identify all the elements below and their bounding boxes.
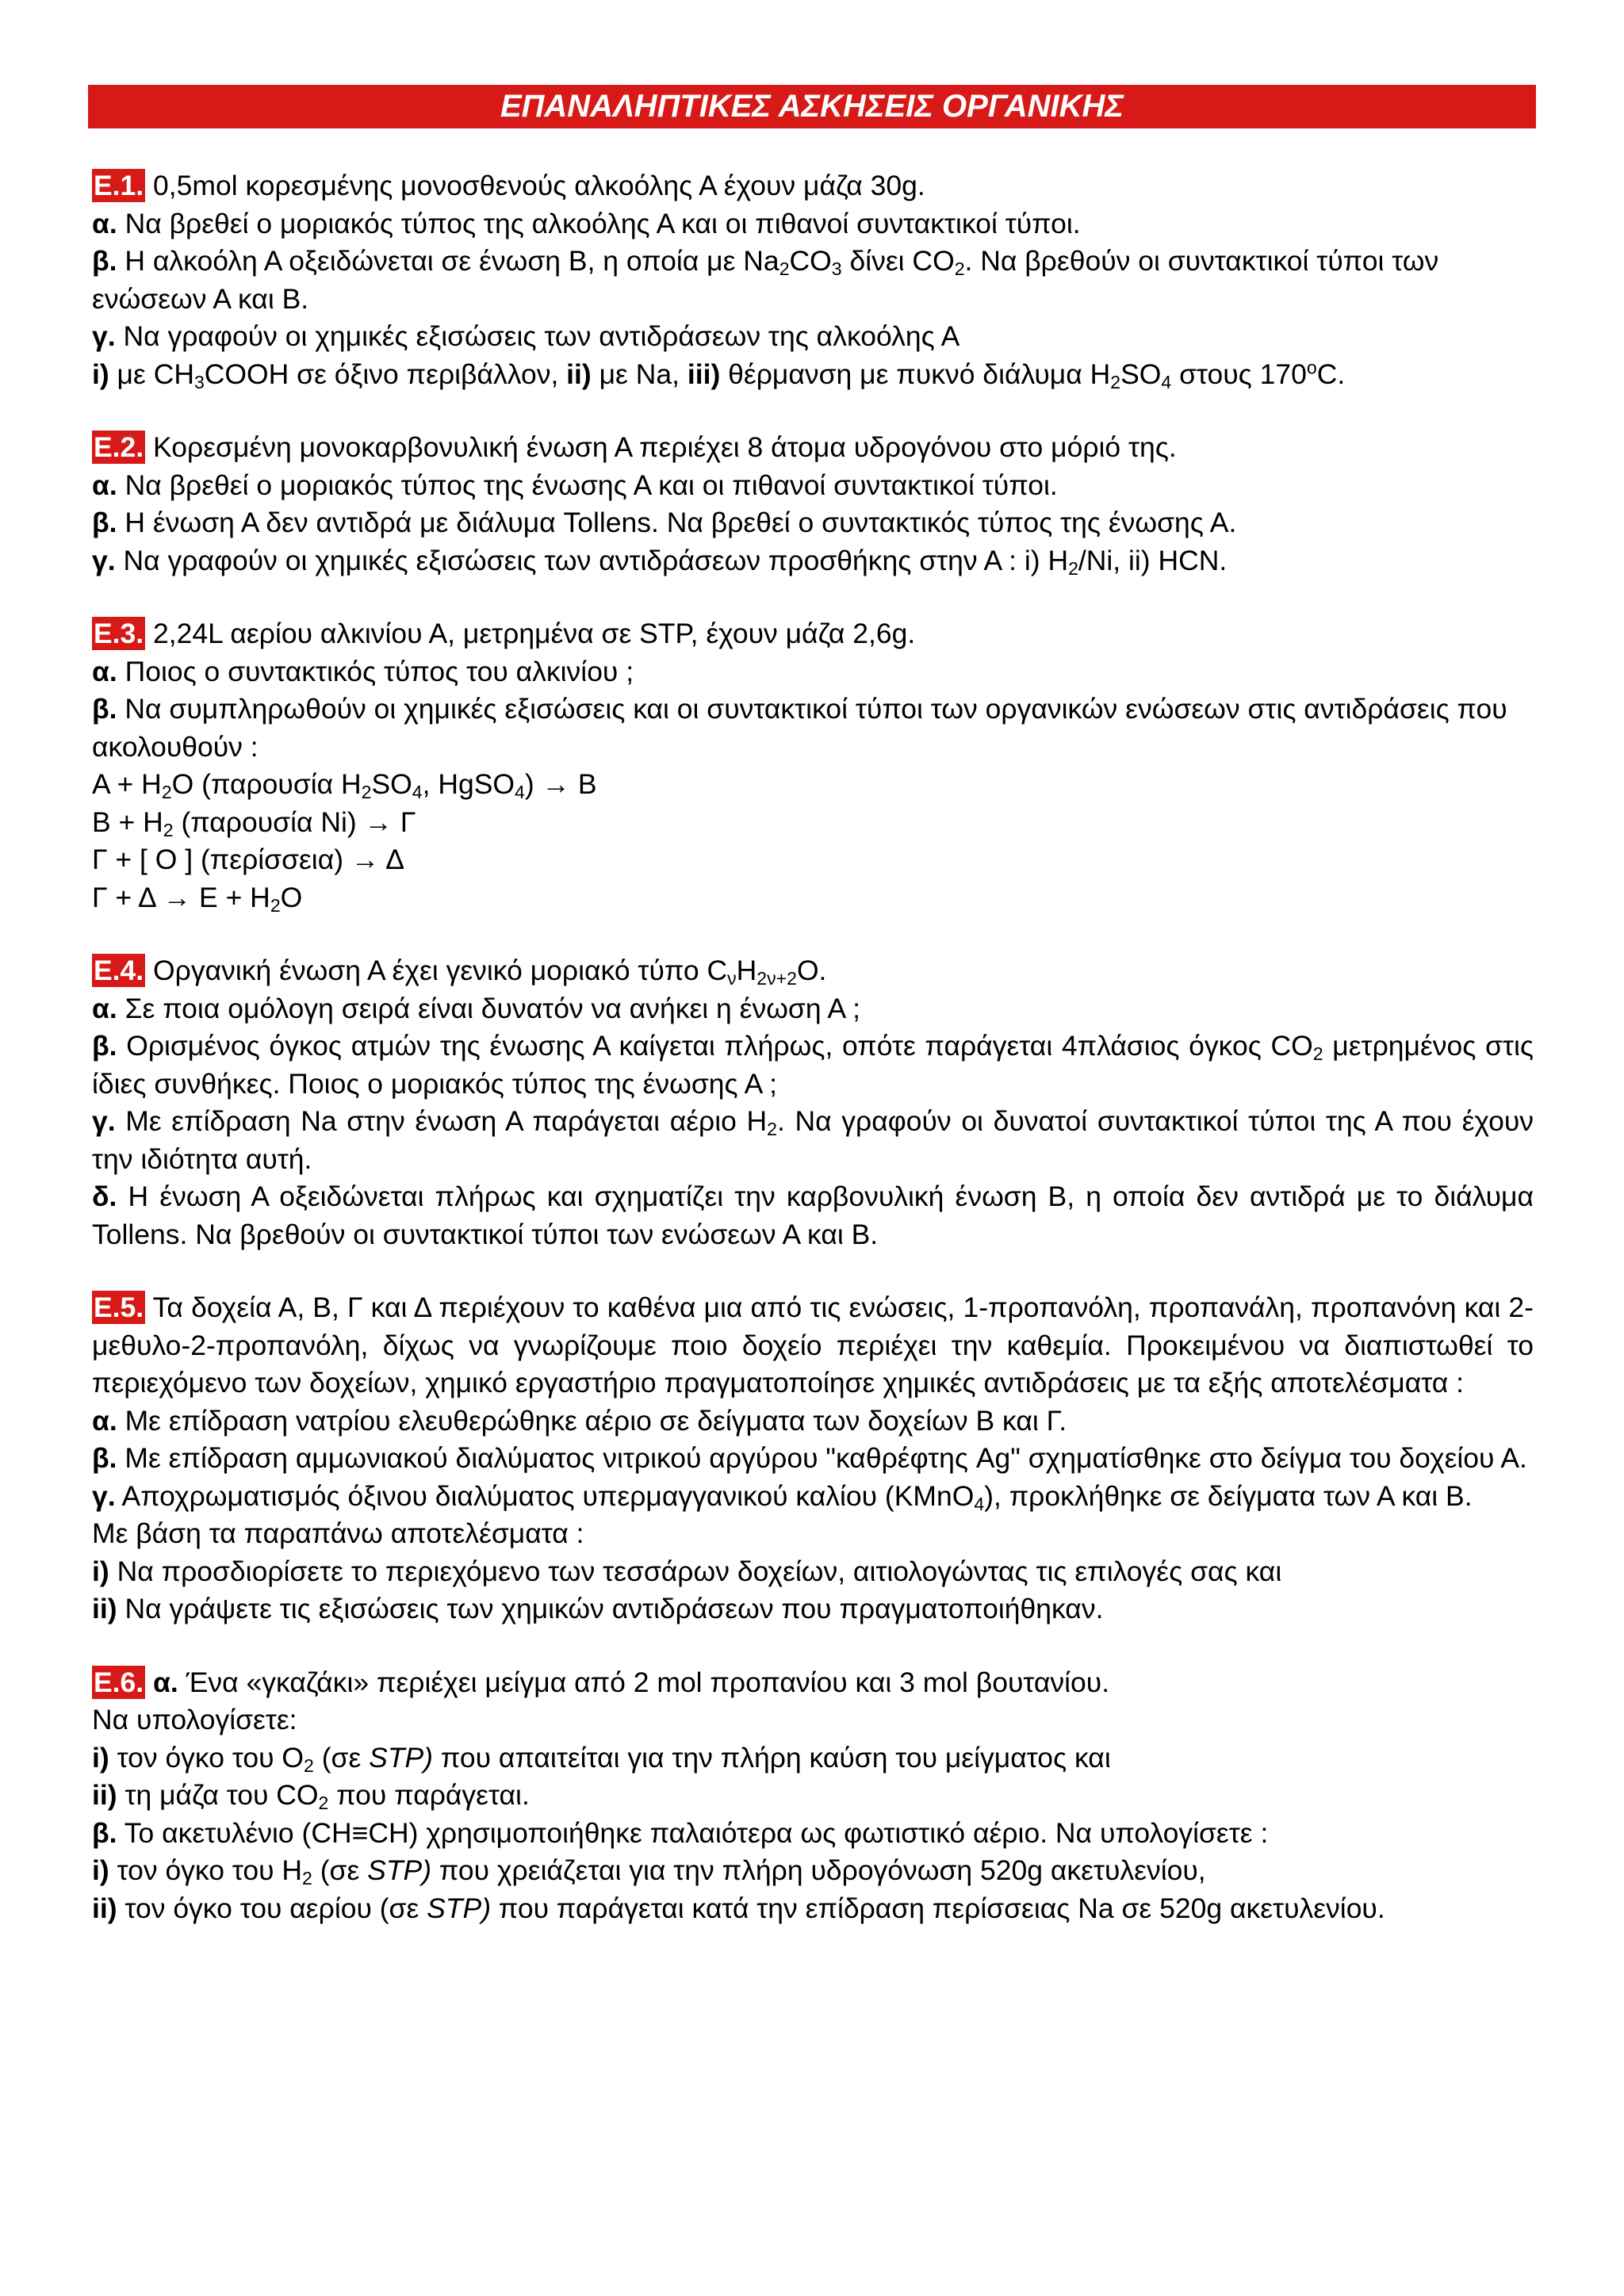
question-label: α.: [92, 992, 117, 1024]
question-text: Να γραφούν οι χημικές εξισώσεις των αντιδράσεων προσθήκης στην Α : i) H: [123, 544, 1069, 576]
question-text: Να βρεθεί ο μοριακός τύπος της ένωσης Α και οι πιθανοί συντακτικοί τύποι.: [124, 469, 1058, 501]
question-label: β.: [92, 1030, 117, 1062]
question-label: γ.: [92, 544, 116, 576]
question-label: β.: [92, 693, 117, 725]
exercise-intro: 0,5mol κορεσμένης μονοσθενούς αλκοόλης Α έχουν μάζα 30g.: [153, 170, 925, 201]
item-label: ii): [566, 358, 592, 390]
reaction-text: Α + H: [92, 768, 162, 800]
question-label: δ.: [92, 1181, 117, 1212]
subscript: 4: [515, 781, 525, 802]
exercise-intro: Οργανική ένωση Α έχει γενικό μοριακό τύπο C: [153, 955, 728, 986]
exercise-tag: Ε.6.: [94, 1666, 144, 1698]
subscript: 2: [302, 1867, 312, 1888]
subscript: 2: [779, 258, 790, 279]
superscript: o: [1306, 356, 1317, 377]
question-label: α.: [153, 1666, 178, 1698]
subscript: 4: [412, 781, 423, 802]
question-text: Η ένωση Α οξειδώνεται πλήρως και σχηματίζει την καρβονυλική ένωση Β, η οποία δεν αντιδρά με το διάλυμα Tollens. Να βρεθούν οι συντακτικοί τύποι των ενώσεων Α και Β.: [92, 1181, 1534, 1250]
question-text: Να συμπληρωθούν οι χημικές εξισώσεις και οι συντακτικοί τύποι των οργανικών ενώσεων στις αντιδράσεις που ακολουθούν :: [92, 693, 1507, 763]
question-label: β.: [92, 245, 117, 277]
question-text: Ποιος ο συντακτικός τύπος του αλκινίου ;: [124, 655, 634, 687]
item-text: τη μάζα του CO: [124, 1779, 319, 1811]
item-text: (σε: [313, 1741, 370, 1774]
reaction-text: , HgSO: [422, 768, 515, 800]
subscript: 2: [270, 894, 281, 916]
question-label: α.: [92, 469, 117, 501]
question-text: ), προκλήθηκε σε δείγματα των Α και Β.: [984, 1479, 1473, 1512]
item-text: στους 170: [1171, 358, 1307, 390]
subscript: 3: [831, 258, 842, 279]
exercise-intro: H: [736, 955, 757, 986]
question-label: α.: [92, 1404, 117, 1437]
question-text: Να γραφούν οι χημικές εξισώσεις των αντιδράσεων της αλκοόλης Α: [123, 320, 960, 352]
exercise-tag: Ε.5.: [94, 1292, 144, 1323]
item-label: i): [92, 1741, 109, 1774]
reaction-line: [92, 841, 1534, 879]
item-text: STP): [367, 1854, 432, 1886]
item-text: STP): [369, 1741, 434, 1774]
item-text: που παράγεται κατά την επίδραση περίσσειας Na σε 520g ακετυλενίου.: [491, 1892, 1385, 1924]
reaction-text: O: [280, 881, 303, 913]
question-text: Αποχρωματισμός όξινου διαλύματος υπερμαγγανικού καλίου (KMnO: [121, 1479, 975, 1512]
question-c-items: [92, 356, 1534, 394]
item-text: που απαιτείται για την πλήρη καύση του μείγματος και: [433, 1741, 1111, 1774]
item-text: με CH: [109, 358, 194, 390]
item-text: C.: [1316, 358, 1346, 390]
subscript: 4: [1161, 371, 1172, 392]
question-text: Με βάση τα παραπάνω αποτελέσματα :: [92, 1517, 584, 1549]
item-text: θέρμανση με πυκνό διάλυμα H: [720, 358, 1111, 390]
reaction-text: Γ + Δ → Ε + H: [92, 881, 270, 913]
item-label: ii): [92, 1593, 117, 1624]
subscript: ν: [727, 967, 737, 989]
subscript: 2: [163, 819, 174, 840]
question-text: Ένα «γκαζάκι» περιέχει μείγμα από 2 mol προπανίου και 3 mol βουτανίου.: [186, 1666, 1110, 1698]
item-text: τον όγκο του αερίου (σε: [124, 1892, 427, 1924]
question-label: α.: [92, 655, 117, 687]
question-label: γ.: [92, 1479, 116, 1512]
question-text: δίνει CO: [841, 245, 955, 277]
question-text: Ορισμένος όγκος ατμών της ένωσης Α καίγεται πλήρως, οπότε παράγεται 4πλάσιος όγκος CO: [126, 1030, 1313, 1062]
question-text: μετρημένος στις ίδιες συνθήκες. Ποιος ο μοριακός τύπος της ένωσης Α ;: [92, 1030, 1534, 1100]
subscript: 2ν+2: [756, 967, 797, 989]
question-text: Η ένωση Α δεν αντιδρά με διάλυμα Tollens. Να βρεθεί ο συντακτικός τύπος της ένωσης Α.: [124, 507, 1237, 538]
question-text: Να βρεθεί ο μοριακός τύπος της αλκοόλης Α και οι πιθανοί συντακτικοί τύποι.: [124, 207, 1081, 239]
item-text: που παράγεται.: [328, 1779, 530, 1811]
subscript: 2: [318, 1792, 329, 1813]
question-text: /Ni, ii) HCN.: [1078, 544, 1228, 576]
item-text: τον όγκο του H: [117, 1854, 303, 1886]
exercise-intro: Τα δοχεία Α, Β, Γ και Δ περιέχουν το καθένα μια από τις ενώσεις, 1-προπανόλη, προπανάλη, προπανόνη και 2-μεθυλο-2-προπανόλη, δίχως να γνωρίζουμε ποιο δοχείο περιέχει την καθεμία. Προκειμένου να διαπιστωθεί το περιεχόμενο των δοχείων, χημικό εργαστήριο πραγματοποίησε χημικές αντιδράσεις με τα εξής αποτελέσματα :: [92, 1292, 1534, 1399]
subscript: 2: [161, 781, 172, 802]
subscript: 2: [361, 781, 372, 802]
exercise-tag: Ε.3.: [94, 618, 144, 649]
item-label: i): [92, 358, 109, 390]
reaction-text: (παρουσία Ni) → Γ: [173, 806, 416, 838]
subscript: 2: [1068, 557, 1078, 579]
item-text: τον όγκο του O: [117, 1741, 304, 1774]
question-label: α.: [92, 207, 117, 239]
reaction-text: Β + H: [92, 806, 163, 838]
exercise-e4: [92, 952, 1534, 1253]
exercise-e6: [92, 1664, 1534, 1928]
item-text: που χρειάζεται για την πλήρη υδρογόνωση 520g ακετυλενίου,: [431, 1854, 1206, 1886]
page-title: ΕΠΑΝΑΛΗΠΤΙΚΕΣ ΑΣΚΗΣΕΙΣ ΟΡΓΑΝΙΚΗΣ: [88, 85, 1536, 128]
question-text: Σε ποια ομόλογη σειρά είναι δυνατόν να ανήκει η ένωση Α ;: [124, 992, 860, 1024]
subscript: 2: [304, 1755, 314, 1776]
question-text: . Να γραφούν οι δυνατοί συντακτικοί τύποι της Α που έχουν την ιδιότητα αυτή.: [92, 1105, 1534, 1175]
subscript: 2: [1110, 371, 1121, 392]
item-text: με Na,: [591, 358, 688, 390]
question-label: γ.: [92, 1105, 116, 1137]
subscript: 2: [954, 258, 965, 279]
exercise-e5: [92, 1289, 1534, 1628]
exercise-intro: O.: [796, 955, 827, 986]
exercise-e2: [92, 429, 1534, 580]
exercise-intro: Κορεσμένη μονοκαρβονυλική ένωση Α περιέχει 8 άτομα υδρογόνου στο μόριό της.: [153, 431, 1177, 463]
question-b: [92, 243, 1534, 318]
question-label: β.: [92, 507, 117, 538]
reaction-line: [92, 804, 1534, 842]
reaction-line: [92, 766, 1534, 804]
item-label: i): [92, 1854, 109, 1886]
item-label: i): [92, 1555, 109, 1587]
question-text: Το ακετυλένιο (CH≡CH) χρησιμοποιήθηκε παλαιότερα ως φωτιστικό αέριο. Να υπολογίσετε :: [124, 1816, 1269, 1849]
question-text: Η αλκοόλη Α οξειδώνεται σε ένωση Β, η οποία με Na: [124, 245, 779, 277]
item-text: (σε: [312, 1854, 368, 1886]
reaction-text: O (παρουσία H: [171, 768, 362, 800]
question-label: β.: [92, 1442, 117, 1474]
question-text: Με επίδραση νατρίου ελευθερώθηκε αέριο σε δείγματα των δοχείων Β και Γ.: [124, 1404, 1067, 1437]
exercise-e3: [92, 615, 1534, 916]
item-text: STP): [427, 1892, 492, 1924]
reaction-text: Γ + [ O ] (περίσσεια) → Δ: [92, 844, 405, 875]
reaction-line: [92, 879, 1534, 917]
exercise-tag: Ε.1.: [94, 170, 144, 201]
item-label: ii): [92, 1779, 117, 1811]
item-label: ii): [92, 1892, 117, 1924]
subscript: 2: [1312, 1043, 1323, 1064]
exercise-list: [92, 167, 1534, 1963]
subscript: 3: [193, 371, 205, 392]
item-text: SO: [1120, 358, 1162, 390]
question-text: Με επίδραση αμμωνιακού διαλύματος νιτρικού αργύρου "καθρέφτης Ag" σχηματίσθηκε στο δείγμα του δοχείου Α.: [124, 1442, 1527, 1474]
exercise-intro: 2,24L αερίου αλκινίου Α, μετρημένα σε STP, έχουν μάζα 2,6g.: [153, 618, 916, 649]
exercise-tag: Ε.2.: [94, 431, 144, 463]
question-text: CO: [789, 245, 832, 277]
subscript: 2: [767, 1118, 777, 1139]
exercise-tag: Ε.4.: [94, 955, 144, 986]
question-text: Με επίδραση Na στην ένωση Α παράγεται αέριο H: [125, 1105, 768, 1137]
item-label: iii): [687, 358, 721, 390]
exercise-e1: [92, 167, 1534, 393]
reaction-text: ) → Β: [524, 768, 597, 800]
item-text: Να γράψετε τις εξισώσεις των χημικών αντιδράσεων που πραγματοποιήθηκαν.: [124, 1593, 1104, 1624]
reaction-text: SO: [371, 768, 412, 800]
question-text: . Να βρεθούν οι συντακτικοί τύποι των ενώσεων Α και Β.: [92, 245, 1439, 315]
question-label: β.: [92, 1816, 117, 1849]
question-text: Να υπολογίσετε:: [92, 1704, 297, 1735]
question-label: γ.: [92, 320, 116, 352]
item-text: Να προσδιορίσετε το περιεχόμενο των τεσσάρων δοχείων, αιτιολογώντας τις επιλογές σας και: [117, 1555, 1282, 1587]
item-text: COOH σε όξινο περιβάλλον,: [204, 358, 567, 390]
subscript: 4: [974, 1493, 985, 1514]
